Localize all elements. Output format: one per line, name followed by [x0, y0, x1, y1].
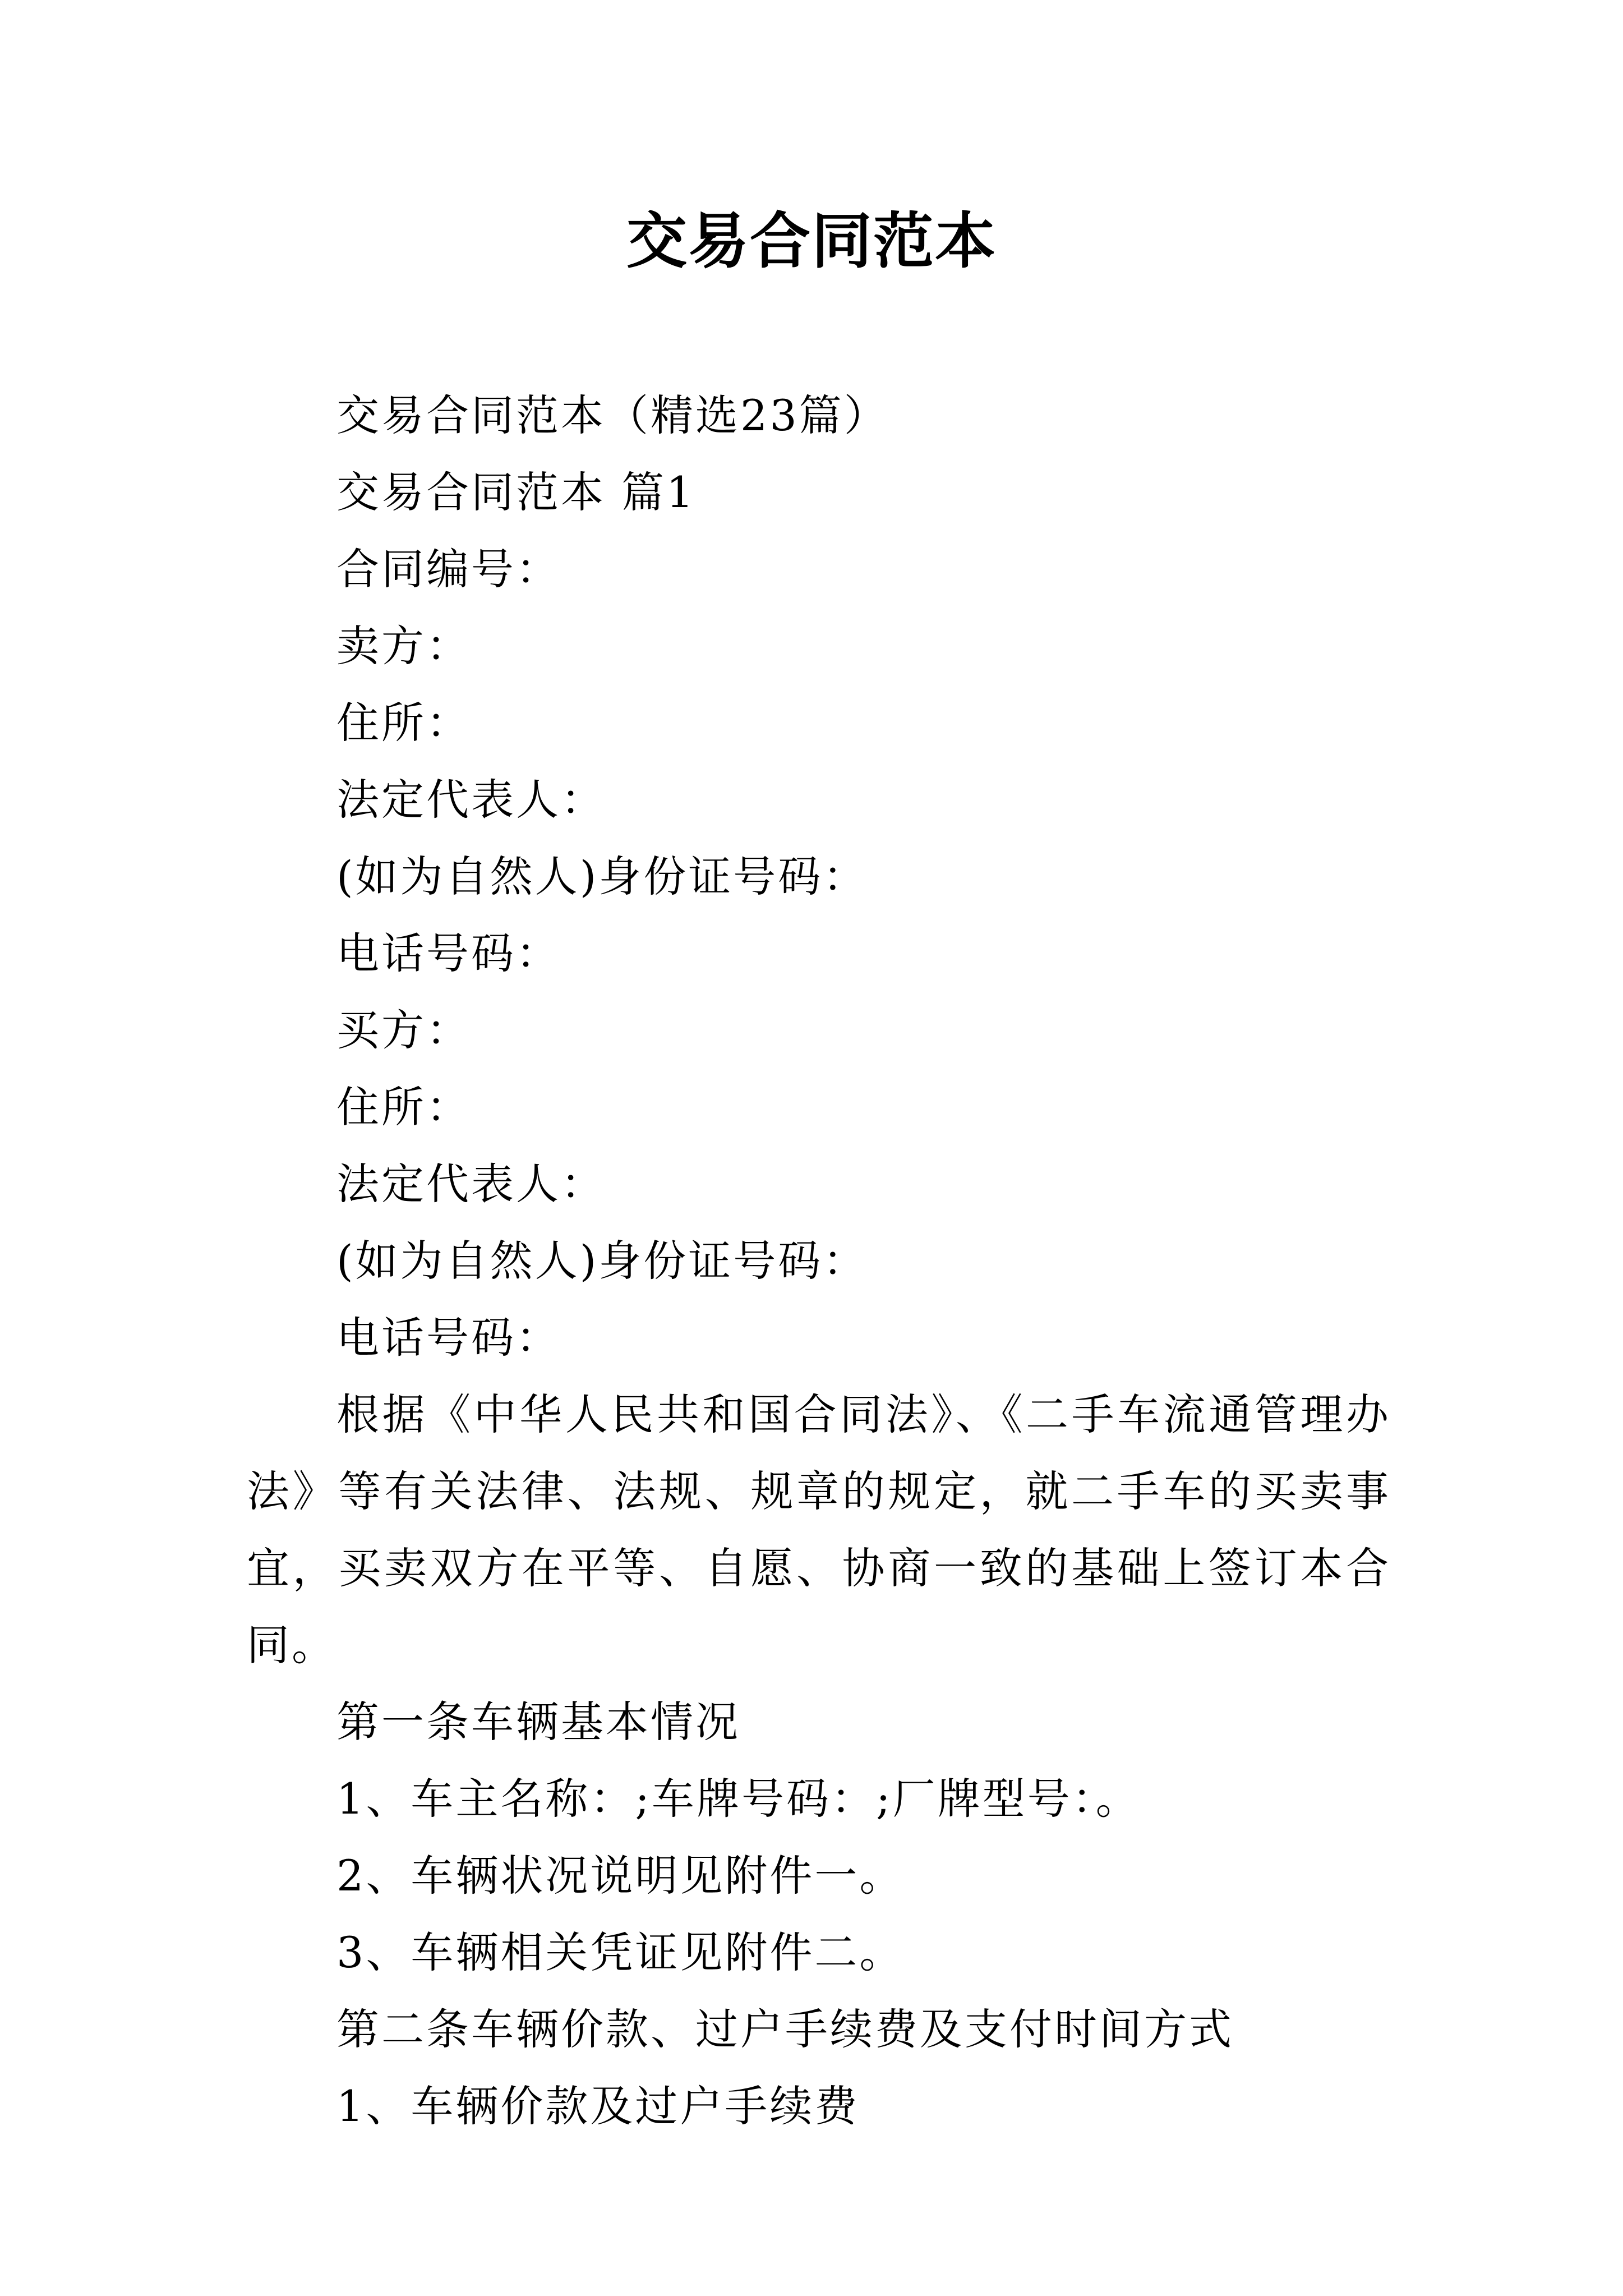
doc-line-seller-legal-rep: 法定代表人： — [336, 775, 606, 825]
doc-line-buyer-address: 住所： — [336, 1082, 471, 1132]
doc-line-article-1: 第一条车辆基本情况 — [336, 1697, 740, 1747]
doc-line-contract-number: 合同编号： — [336, 544, 561, 594]
doc-line-buyer-phone: 电话号码： — [336, 1313, 561, 1363]
document-body — [247, 377, 1391, 2145]
doc-line-buyer-legal-rep: 法定代表人： — [336, 1159, 606, 1209]
doc-line-seller-id: (如为自然人)身份证号码： — [336, 852, 868, 901]
doc-line-buyer-id: (如为自然人)身份证号码： — [336, 1236, 868, 1286]
doc-line-seller: 卖方： — [336, 621, 471, 671]
doc-line-article-2-item-1: 1、车辆价款及过户手续费 — [336, 2081, 860, 2131]
document-title: 交易合同范本 — [626, 206, 997, 277]
doc-line-buyer: 买方： — [336, 1005, 471, 1055]
doc-line-article-1-item-2: 2、车辆状况说明见附件一。 — [336, 1851, 905, 1901]
doc-line-article-1-item-3: 3、车辆相关凭证见附件二。 — [336, 1927, 905, 1977]
doc-line-subtitle: 交易合同范本（精选23篇） — [336, 390, 889, 440]
doc-preamble-paragraph: 根据《中华人民共和国合同法》、《二手车流通管理办法》等有关法律、法规、规章的规定，就二手车的买卖事宜，买卖双方在平等、自愿、协商一致的基础上签订本合同。 — [247, 1389, 1391, 1670]
doc-line-seller-phone: 电话号码： — [336, 928, 561, 978]
doc-line-section-heading: 交易合同范本 篇1 — [336, 467, 696, 517]
doc-line-seller-address: 住所： — [336, 698, 471, 748]
doc-line-article-2: 第二条车辆价款、过户手续费及支付时间方式 — [336, 2004, 1234, 2054]
doc-line-article-1-item-1: 1、车主名称：;车牌号码：;厂牌型号：。 — [336, 1774, 1141, 1824]
